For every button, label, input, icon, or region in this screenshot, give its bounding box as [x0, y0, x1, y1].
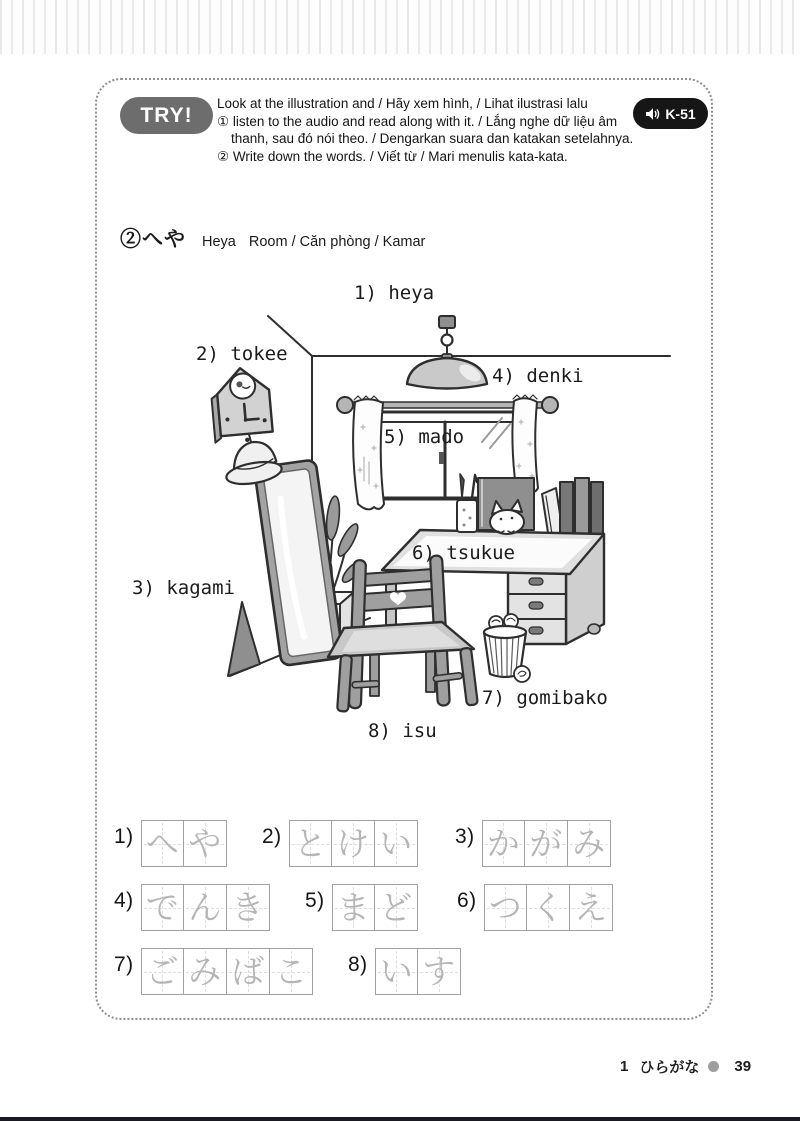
practice-cell	[270, 948, 313, 995]
chapter-title: ひらがな	[639, 1059, 700, 1076]
practice-group	[457, 884, 613, 931]
practice-cell	[141, 820, 184, 867]
practice-cell	[418, 948, 461, 995]
practice-cell	[482, 820, 525, 867]
practice-cell	[184, 948, 227, 995]
section-romaji: Heya	[202, 234, 236, 250]
speaker-icon	[645, 107, 661, 121]
room-illustration	[130, 272, 690, 742]
practice-group	[262, 820, 418, 867]
practice-cell	[332, 884, 375, 931]
instruction-line: thanh, sau đó nói theo. / Dengarkan suara dan katakan setelahnya.	[231, 131, 634, 147]
practice-character: が	[529, 824, 563, 863]
practice-cell	[375, 948, 418, 995]
practice-cells	[482, 820, 611, 867]
instruction-line: ① listen to the audio and read along with it. / Lắng nghe dữ liệu âm	[217, 113, 618, 129]
practice-cell	[141, 884, 184, 931]
practice-character: い	[379, 952, 413, 991]
standing-mirror	[228, 459, 343, 676]
practice-character: く	[531, 888, 565, 927]
practice-character: ど	[379, 888, 413, 927]
practice-number: 2)	[262, 825, 282, 848]
practice-character: え	[574, 888, 608, 927]
practice-number: 8)	[348, 953, 368, 976]
instruction-line: Look at the illustration and / Hãy xem hình, / Lihat ilustrasi lalu	[217, 96, 588, 111]
section-kana: へや	[142, 228, 186, 251]
practice-character: や	[188, 824, 222, 863]
practice-group	[114, 884, 270, 931]
practice-cell	[375, 884, 418, 931]
practice-group	[348, 948, 461, 995]
practice-character: か	[486, 824, 520, 863]
label-mado: 5) mado	[384, 426, 465, 448]
practice-cells	[141, 884, 270, 931]
section-index-and-kana	[120, 223, 186, 253]
practice-number: 1)	[114, 825, 134, 848]
practice-number: 6)	[457, 889, 477, 912]
practice-cell	[375, 820, 418, 867]
audio-code-label: K-51	[665, 105, 696, 122]
practice-character: い	[379, 824, 413, 863]
practice-number: 4)	[114, 889, 134, 912]
practice-group	[455, 820, 611, 867]
practice-cells	[484, 884, 613, 931]
footer-dot	[708, 1061, 719, 1072]
practice-character: き	[231, 888, 265, 927]
chapter-number: 1	[620, 1058, 629, 1075]
label-heya: 1) heya	[354, 282, 435, 304]
practice-character: ま	[336, 888, 370, 927]
practice-cell	[184, 884, 227, 931]
practice-character: つ	[488, 888, 522, 927]
practice-character: と	[293, 824, 327, 863]
label-isu: 8) isu	[368, 720, 437, 742]
practice-cell	[184, 820, 227, 867]
label-denki: 4) denki	[492, 365, 584, 387]
practice-group	[305, 884, 418, 931]
practice-cell	[568, 820, 611, 867]
practice-cells	[141, 948, 313, 995]
practice-cell	[525, 820, 568, 867]
label-tokee: 2) tokee	[196, 343, 288, 365]
practice-number: 7)	[114, 953, 134, 976]
audio-badge[interactable]	[633, 98, 708, 129]
practice-cell	[227, 884, 270, 931]
practice-character: み	[188, 952, 222, 991]
label-tsukue: 6) tsukue	[412, 542, 515, 564]
practice-character: け	[336, 824, 370, 863]
section-meaning: Room / Căn phòng / Kamar	[248, 234, 426, 250]
practice-cell	[570, 884, 613, 931]
practice-cells	[375, 948, 461, 995]
practice-cells	[141, 820, 227, 867]
practice-character: み	[572, 824, 606, 863]
practice-character: で	[145, 888, 179, 927]
instruction-line: ② Write down the words. / Viết từ / Mari menulis kata-kata.	[217, 148, 568, 164]
practice-cells	[289, 820, 418, 867]
practice-character: へ	[145, 824, 179, 863]
label-gomibako: 7) gomibako	[482, 687, 608, 709]
pinstripe-header-pattern	[0, 0, 800, 54]
practice-cell	[484, 884, 527, 931]
practice-character: す	[422, 952, 456, 991]
practice-cell	[227, 948, 270, 995]
instruction-text	[217, 95, 647, 165]
practice-cells	[332, 884, 418, 931]
practice-cell	[141, 948, 184, 995]
page-number: 39	[734, 1058, 752, 1075]
section-index: ②	[120, 228, 142, 251]
practice-cell	[332, 820, 375, 867]
section-header	[120, 223, 425, 253]
practice-character: こ	[274, 952, 308, 991]
practice-cell	[527, 884, 570, 931]
practice-character: ん	[188, 888, 222, 927]
practice-character: ご	[145, 952, 179, 991]
practice-group	[114, 948, 313, 995]
practice-cell	[289, 820, 332, 867]
page-footer	[620, 1056, 751, 1077]
practice-number: 3)	[455, 825, 475, 848]
left-curtain	[353, 396, 384, 509]
books	[542, 478, 603, 539]
practice-character: ば	[231, 952, 265, 991]
ceiling-lamp	[407, 316, 487, 389]
practice-number: 5)	[305, 889, 325, 912]
try-badge: TRY!	[120, 97, 213, 134]
label-kagami: 3) kagami	[132, 577, 235, 599]
practice-group	[114, 820, 227, 867]
bottom-edge-bar	[0, 1117, 800, 1121]
